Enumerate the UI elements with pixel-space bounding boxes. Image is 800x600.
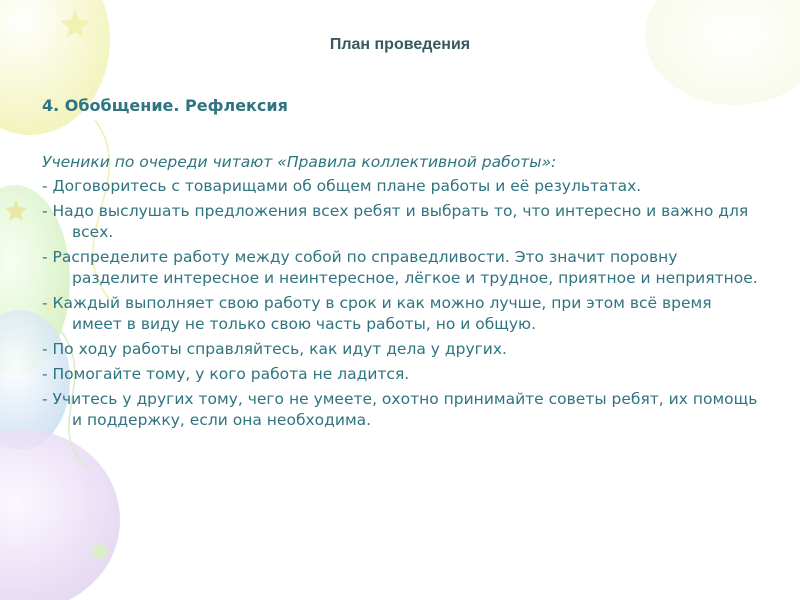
rule-item: - По ходу работы справляйтесь, как идут дела у других. [42, 340, 507, 358]
rule-item: - Помогайте тому, у кого работа не ладится. [42, 365, 410, 383]
rule-item: - Распределите работу между собой по справедливости. Это значит поровну разделите интересное и неинтересное, лёгкое и трудное, приятное и неприятное. [42, 248, 758, 287]
rule-item: - Учитесь у других тому, чего не умеете, охотно принимайте советы ребят, их помощь и поддержку, если она необходима. [42, 390, 758, 429]
slide-title: План проведения [329, 36, 471, 53]
section-heading: 4. Обобщение. Рефлексия [42, 96, 288, 115]
rule-item: - Каждый выполняет свою работу в срок и как можно лучше, при этом всё время имеет в виду не только свою часть работы, но и общую. [42, 294, 712, 333]
rule-item: - Договоритесь с товарищами об общем плане работы и её результатах. [42, 177, 642, 195]
rule-item: - Надо выслушать предложения всех ребят и выбрать то, что интересно и важно для всех. [42, 202, 749, 241]
rules-list [42, 176, 758, 435]
intro-text: Ученики по очереди читают «Правила коллективной работы»: [42, 153, 557, 171]
lilac-balloon [0, 430, 120, 600]
